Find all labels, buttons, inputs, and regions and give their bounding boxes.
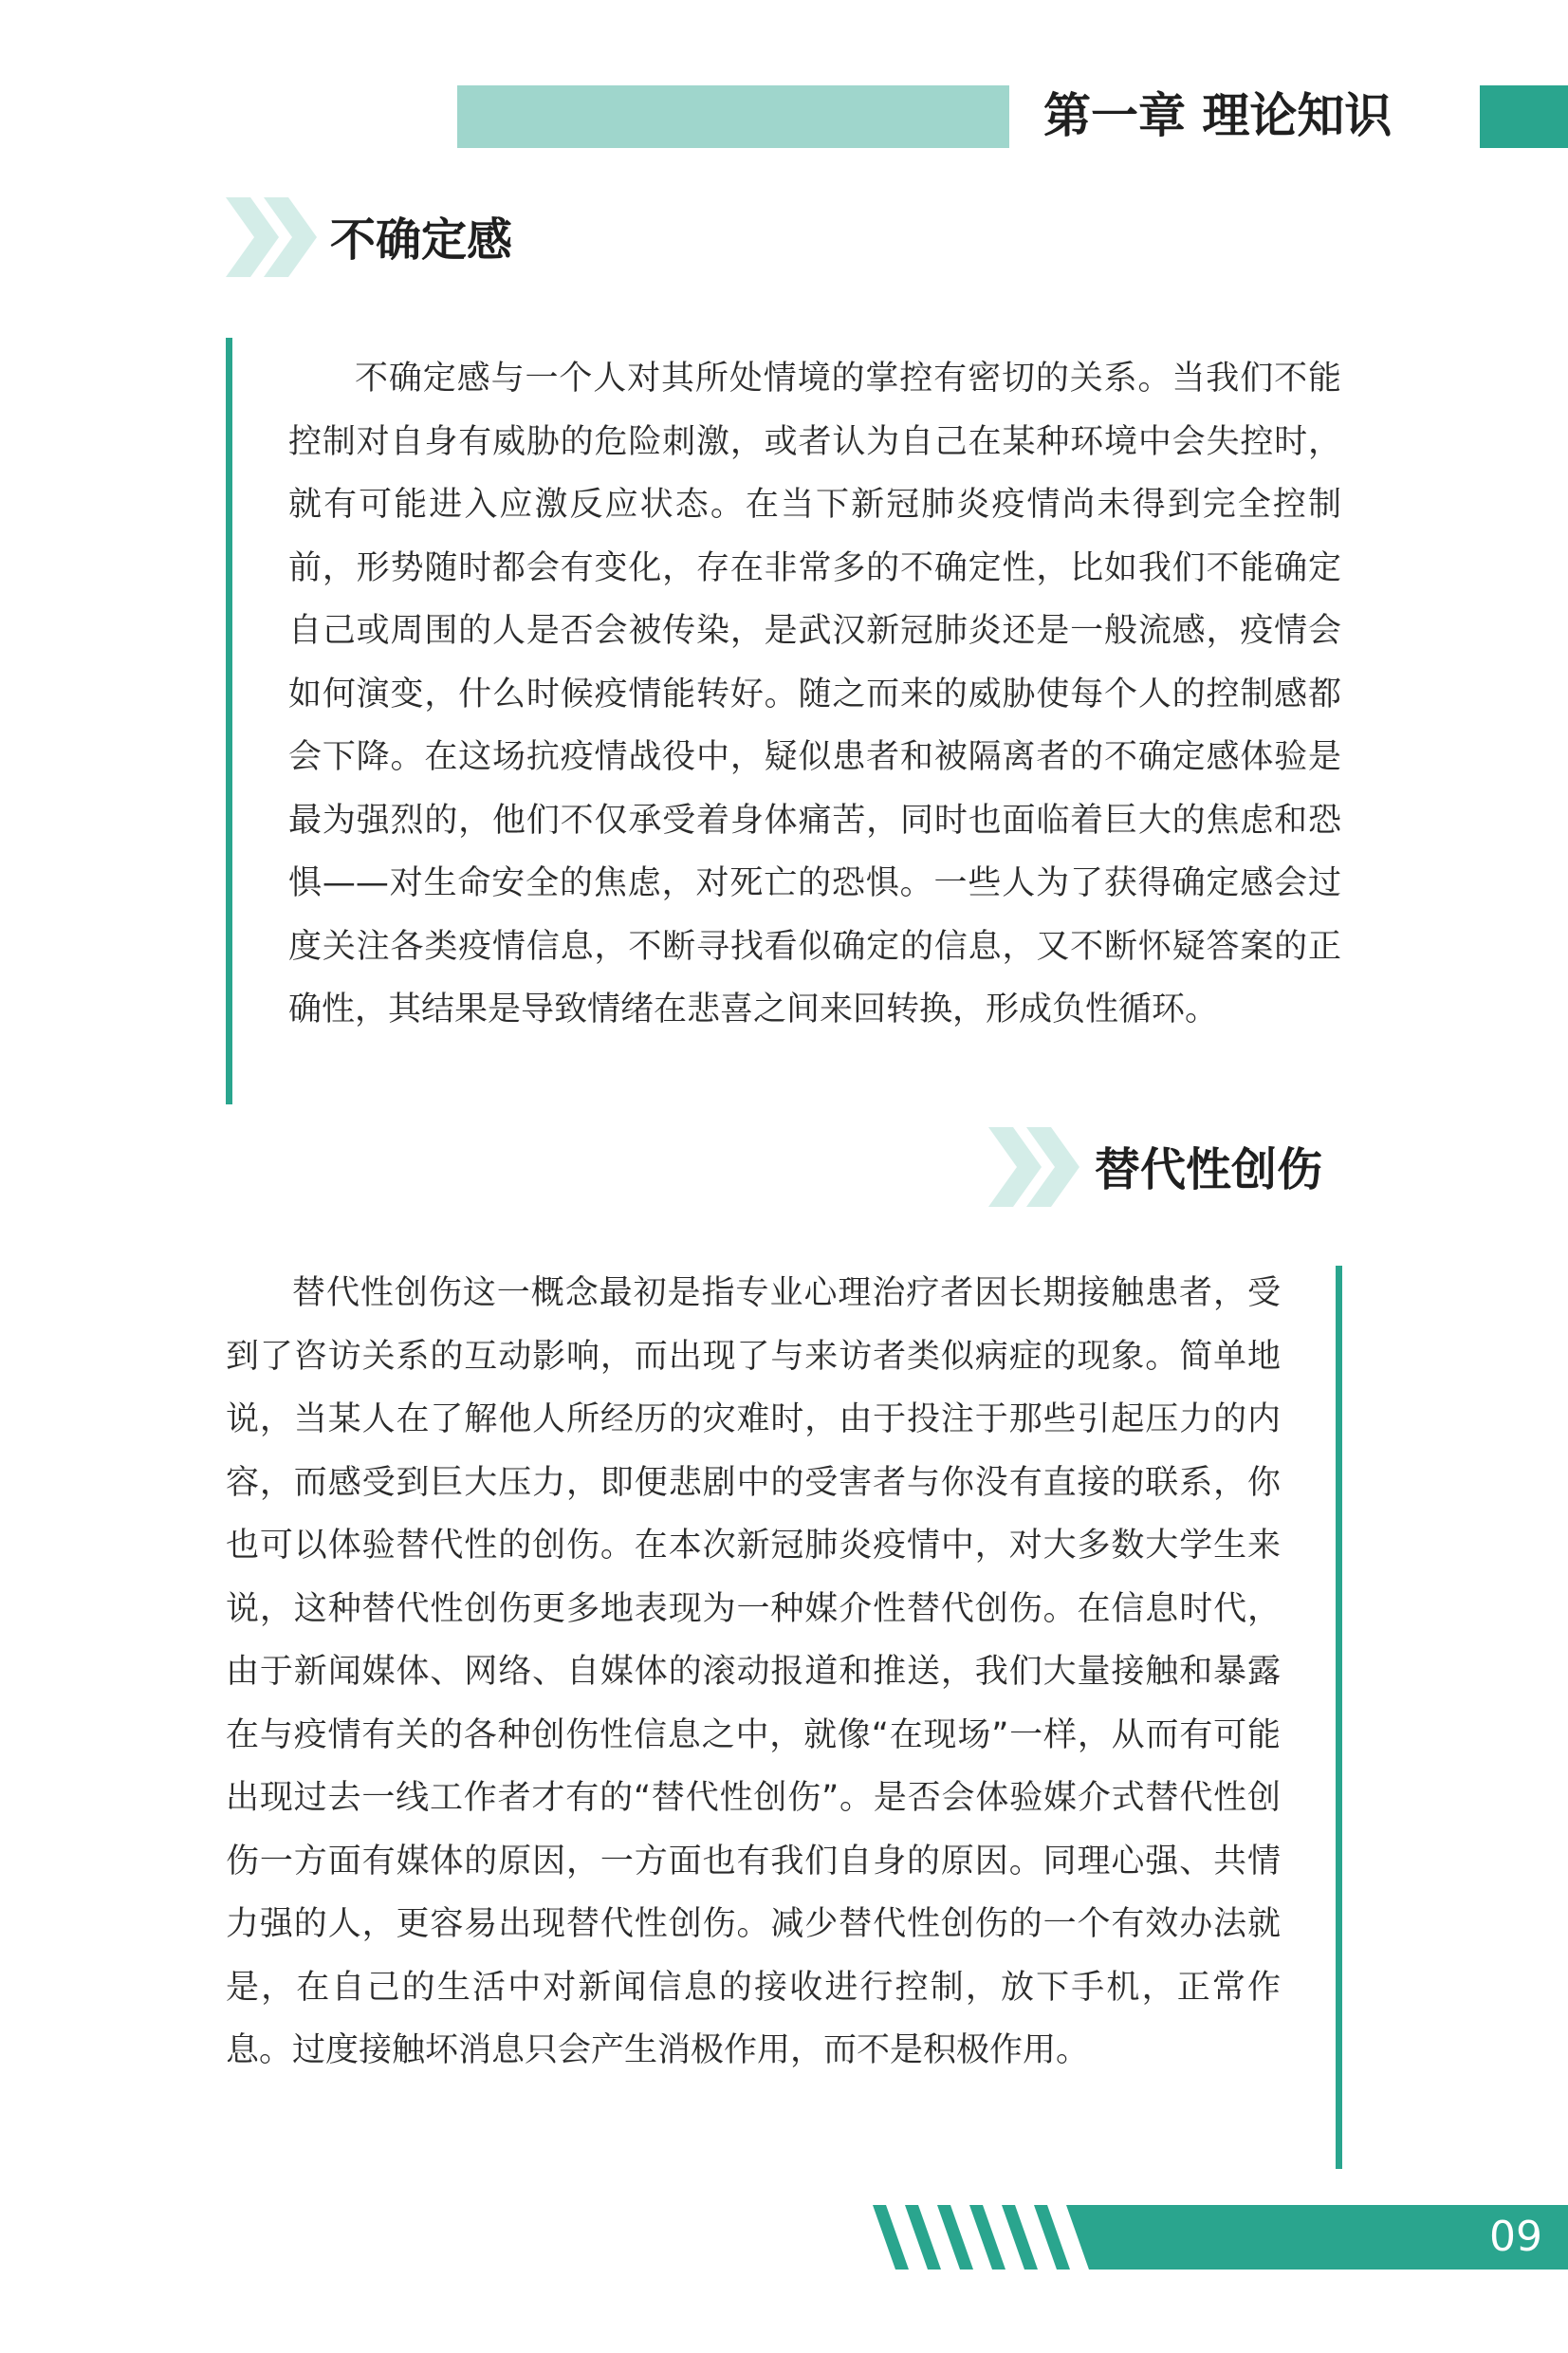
section2-accent-line — [1336, 1266, 1342, 2169]
chapter-title: 第一章 理论知识 — [1043, 88, 1393, 143]
page-number: 09 — [1489, 2213, 1542, 2261]
section2-paragraph: 替代性创伤这一概念最初是指专业心理治疗者因长期接触患者，受到了咨访关系的互动影响，而出现了与来访者类似病症的现象。简单地说，当某人在了解他人所经历的灾难时，由于投注于那些引起压力的内容，而感受到巨大压力，即便悲剧中的受害者与你没有直接的联系，你也可以体验替代性的创伤。在本次新冠肺炎疫情中，对大多数大学生来说，这种替代性创伤更多地表现为一种媒介性替代创伤。在信息时代，由于新闻媒体、网络、自媒体的滚动报道和推送，我们大量接触和暴露在与疫情有关的各种创伤性信息之中，就像“在现场”一样，从而有可能出现过去一线工作者才有的“替代性创伤”。是否会体验媒介式替代性创伤一方面有媒体的原因，一方面也有我们自身的原因。同理心强、共情力强的人，更容易出现替代性创伤。减少替代性创伤的一个有效办法就是，在自己的生活中对新闻信息的接收进行控制，放下手机，正常作息。过度接触坏消息只会产生消极作用，而不是积极作用。 — [226, 1274, 1281, 2069]
header-accent-bar — [457, 85, 1009, 148]
section1-body — [288, 347, 1341, 1042]
section-heading-vicarious-trauma: 替代性创伤 — [1095, 1143, 1323, 1196]
section2-body — [226, 1262, 1281, 2083]
section-heading-uncertainty: 不确定感 — [330, 213, 513, 267]
footer-stripe-band — [873, 2205, 1568, 2270]
section1-accent-line — [226, 338, 232, 1104]
double-chevron-icon — [226, 197, 321, 277]
section1-paragraph: 不确定感与一个人对其所处情境的掌控有密切的关系。当我们不能控制对自身有威胁的危险刺激，或者认为自己在某种环境中会失控时，就有可能进入应激反应状态。在当下新冠肺炎疫情尚未得到完全控制前，形势随时都会有变化，存在非常多的不确定性，比如我们不能确定自己或周围的人是否会被传染，是武汉新冠肺炎还是一般流感，疫情会如何演变，什么时候疫情能转好。随之而来的威胁使每个人的控制感都会下降。在这场抗疫情战役中，疑似患者和被隔离者的不确定感体验是最为强烈的，他们不仅承受着身体痛苦，同时也面临着巨大的焦虑和恐惧——对生命安全的焦虑，对死亡的恐惧。一些人为了获得确定感会过度关注各类疫情信息，不断寻找看似确定的信息，又不断怀疑答案的正确性，其结果是导致情绪在悲喜之间来回转换，形成负性循环。 — [288, 360, 1341, 1028]
header-accent-block — [1480, 85, 1568, 148]
double-chevron-icon — [988, 1127, 1083, 1207]
